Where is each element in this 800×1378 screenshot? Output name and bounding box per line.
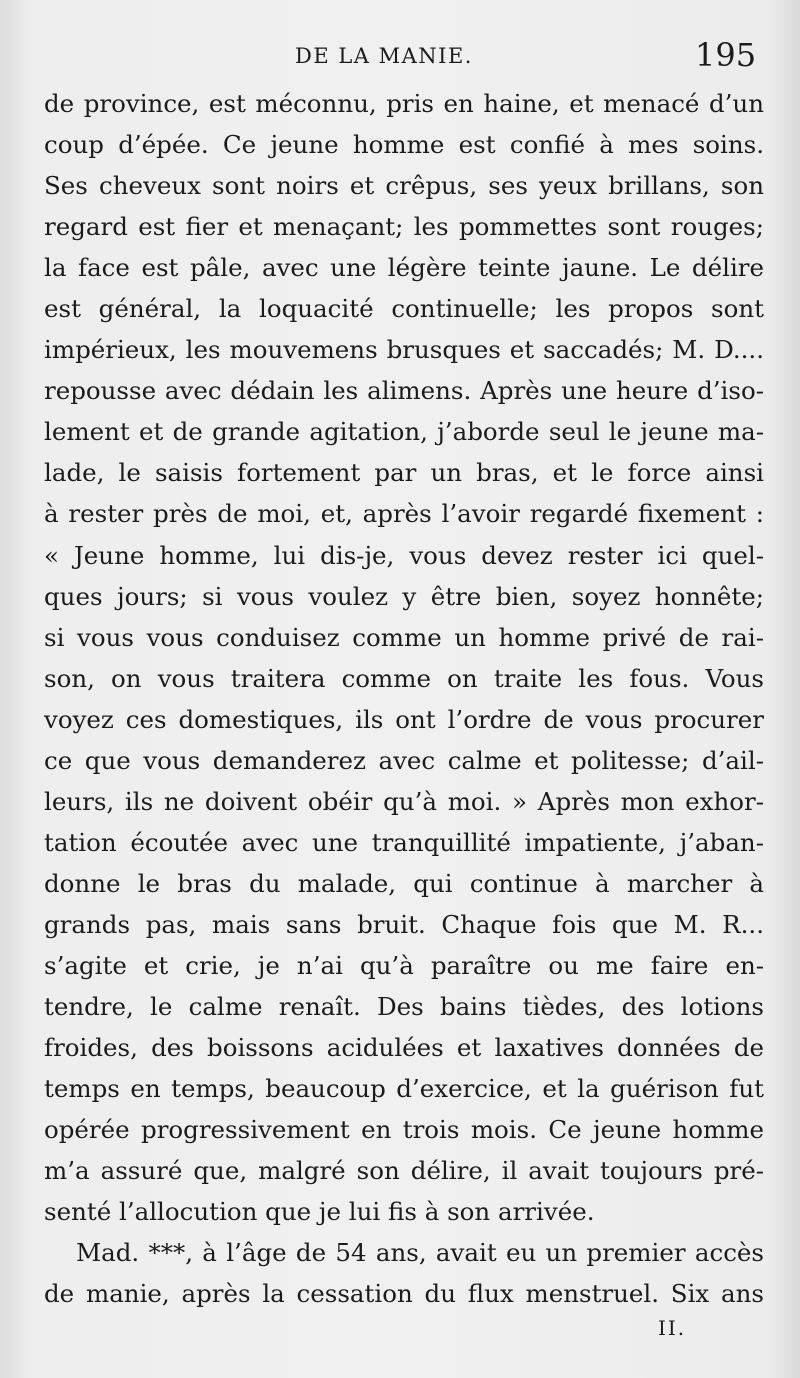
page-number: 195 xyxy=(695,36,757,74)
text-line: tendre, le calme renaît. Des bains tièdes, des lotions xyxy=(44,992,764,1022)
text-line: à rester près de moi, et, après l’avoir regardé fixement : xyxy=(44,499,764,529)
text-line: coup d’épée. Ce jeune homme est confié à mes soins. xyxy=(44,130,764,160)
text-line: « Jeune homme, lui dis-je, vous devez rester ici quel- xyxy=(44,540,764,570)
text-line: opérée progressivement en trois mois. Ce jeune homme xyxy=(44,1115,764,1145)
text-line: s’agite et crie, je n’ai qu’à paraître ou me faire en- xyxy=(44,950,764,980)
signature-mark: II. xyxy=(658,1316,687,1340)
text-line: son, on vous traitera comme on traite les fous. Vous xyxy=(44,663,764,693)
running-title: DE LA MANIE. xyxy=(295,44,473,68)
text-line: de manie, après la cessation du flux menstruel. Six ans xyxy=(44,1279,764,1309)
text-line: tation écoutée avec une tranquillité impatiente, j’aban- xyxy=(44,827,764,857)
text-line: repousse avec dédain les alimens. Après une heure d’iso- xyxy=(44,376,764,406)
text-line: est général, la loquacité continuelle; les propos sont xyxy=(44,294,764,324)
text-line-paragraph-start: Mad. ***, à l’âge de 54 ans, avait eu un premier accès xyxy=(76,1238,764,1268)
text-line: lement et de grande agitation, j’aborde seul le jeune ma- xyxy=(44,417,764,447)
text-line: grands pas, mais sans bruit. Chaque fois que M. R... xyxy=(44,909,764,939)
text-line: donne le bras du malade, qui continue à marcher à xyxy=(44,868,764,898)
running-head xyxy=(0,36,800,82)
text-line: impérieux, les mouvemens brusques et saccadés; M. D.... xyxy=(44,335,764,365)
text-line-paragraph-end: senté l’allocution que je lui fis à son arrivée. xyxy=(44,1197,595,1227)
text-line: voyez ces domestiques, ils ont l’ordre de vous procurer xyxy=(44,704,764,734)
text-line: temps en temps, beaucoup d’exercice, et la guérison fut xyxy=(44,1074,764,1104)
text-line: lade, le saisis fortement par un bras, et le force ainsi xyxy=(44,458,764,488)
text-line: regard est fier et menaçant; les pommettes sont rouges; xyxy=(44,212,764,242)
text-line: ques jours; si vous voulez y être bien, soyez honnête; xyxy=(44,581,764,611)
text-line: de province, est méconnu, pris en haine, et menacé d’un xyxy=(44,89,764,118)
body-text xyxy=(44,83,764,1314)
text-line: leurs, ils ne doivent obéir qu’à moi. » Après mon exhor- xyxy=(44,786,764,816)
text-line: la face est pâle, avec une légère teinte jaune. Le délire xyxy=(44,253,764,283)
text-line: si vous vous conduisez comme un homme privé de rai- xyxy=(44,622,764,652)
text-line: Ses cheveux sont noirs et crêpus, ses yeux brillans, son xyxy=(44,171,764,201)
text-line: ce que vous demanderez avec calme et politesse; d’ail- xyxy=(44,745,764,775)
text-line: m’a assuré que, malgré son délire, il avait toujours pré- xyxy=(44,1156,764,1186)
text-line: froides, des boissons acidulées et laxatives données de xyxy=(44,1033,764,1063)
